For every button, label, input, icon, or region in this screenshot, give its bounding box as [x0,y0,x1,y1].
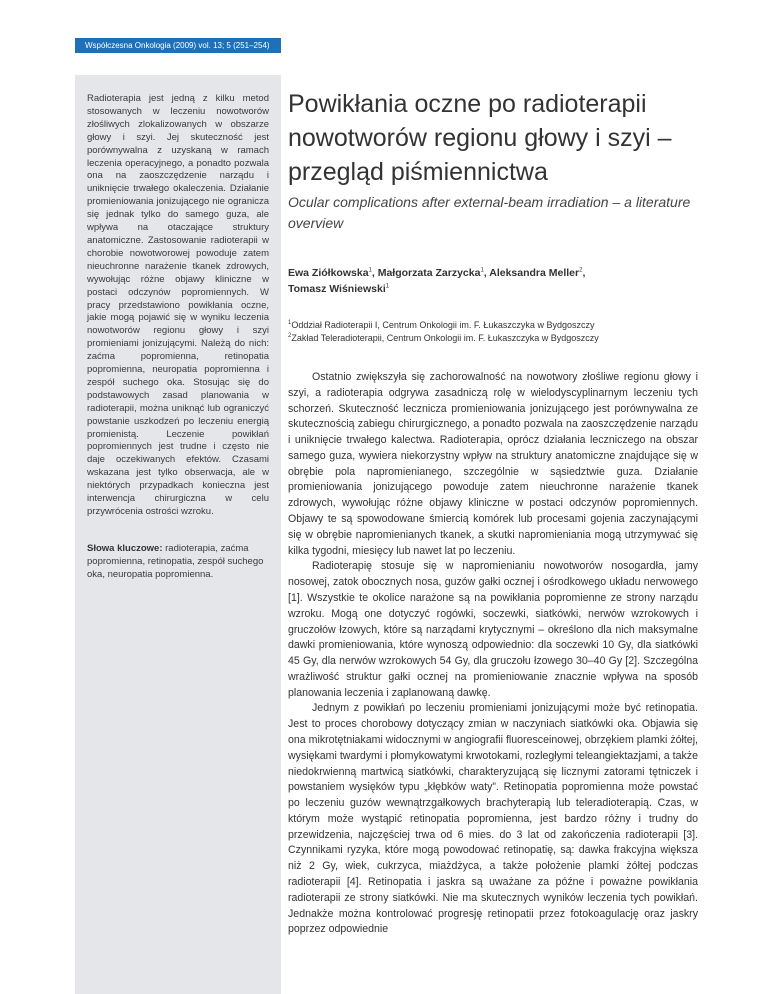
author-affiliation-mark: 1 [480,267,484,274]
body-paragraph: Jednym z powikłań po leczeniu promieniami jonizującymi może być retinopatia. Jest to proces chorobowy dotyczący zmian w naczyniach siatkówki oka. Objawia się ona mikrotętniakami widocznymi w angiografii fluoresceinowej, obrzękiem plamki żółtej, wysiękami twardymi i płomykowatymi krwotokami, rozległymi teleangiektazjami, a także niedokrwienną martwicą siatkówki, charakteryzującą się licznymi zatorami tętniczek i powstaniem wysięków typu „kłębków waty”. Retinopatia popromienna może powstać po leczeniu guzów wewnątrzgałkowych brachyterapią lub teleradioterapią. Czas, w którym może wystąpić retinopatia popromienna, jest bardzo różny i trudny do przewidzenia, najczęściej trwa od 6 mies. do 3 lat od zakończenia radioterapii [3]. Czynnikami ryzyka, które mogą powodować retinopatię, są: dawka frakcyjna większa niż 2 Gy, wiek, cukrzyca, miażdżyca, a także położenie plamki żółtej podczas radioterapii [4]. Retinopatia i jaskra są uważane za późne i poważne powikłania radioterapii ze strony siatkówki. Nie ma skutecznych wyników leczenia tych powikłań. Jednakże można kontrolować progresję retinopatii przez fotokoagulację oraz jaskry poprzez odpowiednie [288,702,698,936]
author-name: Aleksandra Meller [489,267,580,279]
article-subtitle: Ocular complications after external-beam irradiation – a literature overview [288,194,691,231]
affiliation-number: 2 [288,333,292,340]
affiliations [288,319,708,345]
abstract-sidebar [75,75,281,994]
affiliation-line [288,332,708,345]
author-separator: , [371,267,378,279]
affiliation-number: 1 [288,320,292,326]
author-separator: , [483,267,490,279]
author-affiliation-mark: 1 [368,267,372,274]
affiliation-line [288,319,708,332]
body-paragraph: Radioterapię stosuje się w napromienianiu nowotworów nosogardła, jamy nosowej, zatok obocznych nosa, guzów gałki ocznej i ośrodkowego układu nerwowego [1]. Wszystkie te okolice narażone są na powikłania popromienne ze strony narządu wzroku. Mogą one dotyczyć rogówki, soczewki, siatkówki, nerwów wzrokowych i gruczołów łzowych, które są narządami krytycznymi – określono dla nich maksymalne dawki promieniowania, które wynoszą odpowiednio: dla soczewki 10 Gy, dla siatkówki 45 Gy, dla nerwów wzrokowych 54 Gy, dla gruczołu łzowego 30–40 Gy [2]. Szczególna wrażliwość struktur gałki ocznej na promieniowanie znacznie wpływa na sposób planowania leczenia i zaplanowaną dawkę. [288,560,698,699]
article-body [288,370,698,938]
author-name: Tomasz Wiśniewski [288,283,386,296]
author-affiliation-mark: 2 [579,267,583,274]
author-name: Małgorzata Zarzycka [377,267,481,279]
keywords-label: Słowa kluczowe: [87,542,163,554]
abstract-text: Radioterapia jest jedną z kilku metod stosowanych w leczeniu nowotworów złośliwych zlokalizowanych w obszarze głowy i szyi. Jej skuteczność jest porównywalna z uzyskaną w ramach leczenia operacyjnego, a ponadto pozwala ona na zaoszczędzenie narządu i uniknięcie trwałego okaleczenia. Działanie promieniowania jonizującego nie ogranicza się jednak tylko do samego guza, ale wpływa na otaczające struktury anatomiczne. Zastosowanie radioterapii w chorobie nowotworowej powoduje zatem nieuchronne narażenie tkanek zdrowych, wywołując różne objawy kliniczne w postaci odczynów popromiennych. W pracy przedstawiono powikłania oczne, jakie mogą pojawić się w wyniku leczenia nowotworów regionu głowy i szyi promieniami jonizującymi. Należą do nich: zaćma popromienna, retinopatia popromienna, neuropatia popromienna i zespół suchego oka. Stosując się do podstawowych zasad planowania w radioterapii, można uniknąć lub ograniczyć powstanie uszkodzeń po leczeniu energią promienistą. Leczenie powikłań popromiennych jest trudne i często nie daje oczekiwanych efektów. Czasami wskazana jest tylko obserwacja, ale w niektórych przypadkach konieczna jest interwencja chirurgiczna w celu przywrócenia ostrości wzroku. [87,93,269,517]
affiliation-text: Oddział Radioterapii I, Centrum Onkologii im. F. Łukaszczyka w Bydgoszczy [291,320,595,330]
journal-citation: Współczesna Onkologia (2009) vol. 13; 5 (251–254) [85,41,270,50]
author-name: Ewa Ziółkowska [288,267,369,279]
author-affiliation-mark: 1 [385,283,390,290]
affiliation-text: Zakład Teleradioterapii, Centrum Onkologii im. F. Łukaszczyka w Bydgoszczy [291,333,599,344]
author-list [288,265,688,298]
journal-header-bar [75,38,281,53]
keywords-list: radioterapia, zaćma popromienna, retinopatia, zespół suchego oka, neuropatia popromienna. [87,542,264,580]
article-title: Powikłania oczne po radioterapii nowotworów regionu głowy i szyi – przegląd piśmiennictwa [288,90,672,186]
author-separator: , [582,267,586,279]
body-paragraph: Ostatnio zwiększyła się zachorowalność na nowotwory złośliwe regionu głowy i szyi, a radioterapia odgrywa zasadniczą rolę w wielodyscyplinarnym leczeniu tych schorzeń. Skuteczność lecznicza promieniowania jonizującego jest porównywalna ze skutecznością zabiegu chirurgicznego, a ponadto pozwala na zaoszczędzenie narządu i uniknięcie trwałego kalectwa. Radioterapia, oprócz działania leczniczego na obszar samego guza, wywiera niekorzystny wpływ na struktury anatomiczne znajdujące się w obrębie pola napromienianego, szczególnie w sąsiedztwie guza. Działanie promieniowania jonizującego powoduje zatem nieuchronne narażenie tkanek zdrowych, wywołując różne objawy kliniczne w postaci odczynów popromiennych. Objawy te są spowodowane śmiercią komórek lub procesami gojenia zaczynającymi się w obrębie napromienianych tkanek, a skutki napromieniania mogą utrzymywać się kilka tygodni, miesięcy lub nawet lat po leczeniu. [288,371,698,557]
keywords [87,543,269,582]
